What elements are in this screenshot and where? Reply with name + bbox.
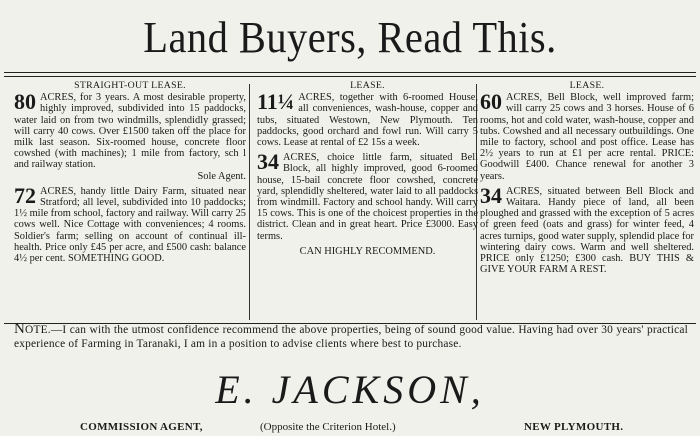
listing-signoff: Sole Agent. (197, 170, 246, 182)
listing-60-acres (480, 89, 694, 182)
listing-34-acres-bell-block (257, 149, 478, 242)
agent-address: (Opposite the Criterion Hotel.) (260, 421, 396, 433)
listing-acre-number: 72 (14, 182, 36, 208)
listing-text: ACRES, choice little farm, situated Bell Block, all highly improved, good 6-roomed house, 15-bail concrete floor cowshed, concrete yard, splendidly sheltered, water laid to all paddocks from windmill. Factory and school handy. Will carry 15 cows. This is one of the choicest properties in the district. Clean and in great heart. Price £3000. Easy terms. (257, 152, 478, 242)
top-rule-inner (4, 76, 696, 77)
listing-acre-number: 34 (257, 149, 279, 175)
listing-34-acres-waitara (480, 182, 694, 276)
listing-acre-number: 11¼ (257, 89, 295, 115)
column-heading: LEASE. (350, 80, 385, 91)
agent-name: E. JACKSON, (215, 367, 485, 412)
agent-town: NEW PLYMOUTH. (524, 421, 624, 433)
column-middle (257, 80, 478, 323)
listing-text: ACRES, for 3 years. A most desirable property, highly improved, subdivided into 15 paddocks, water laid on from two windmills, splendidly grassed; will carry 40 cows. Over £1500 taken off the place for milk last season. Six-roomed house, concrete floor cowshed (with machines); 1 mile from factory, sch l and railway station. (14, 92, 246, 171)
listing-11-acres (257, 89, 478, 149)
note-initial: N (14, 321, 26, 337)
top-rule (4, 72, 696, 73)
listing-text: ACRES, handy little Dairy Farm, situated near Stratford; all level, subdivided into 10 paddocks; 1½ mile from school, factory and railway. Will carry 25 cows well. Nice Cottage with conveniences; 4 rooms. Soldier's farm; selling on account of continual ill-health. Price only £45 per acre, and £500 cash: balance 4½ per cent. SOMETHING GOOD. (14, 185, 246, 265)
listing-acre-number: 60 (480, 89, 502, 115)
note-text: OTE.—I can with the utmost confidence recommend the above properties, being of sound good value. Having had over 30 years' practical experience of Farming in Taranaki, I am in a position to advise clients where best to purchase. (14, 324, 688, 350)
listing-text: ACRES, together with 6-roomed House, all conveniences, wash-house, copper and tubs, situated Westown, New Plymouth. Ten paddocks, good orchard and fowl run. Will carry 5 cows. Lease at rental of £2 15s a week. (257, 92, 478, 149)
listing-text: ACRES, situated between Bell Block and Waitara. Handy piece of land, all been ploughed and grassed with the exception of 5 acres of green feed (oats and grass) for winter feed, 4 acres turnips, good water supply, splendid place for wintering dairy cows. Warm and well sheltered. PRICE only £1250; £300 cash. BUY THIS & GIVE YOUR FARM A REST. (480, 185, 694, 276)
listing-acre-number: 34 (480, 182, 502, 208)
column-heading: LEASE. (569, 80, 605, 91)
column-right (480, 80, 694, 323)
listing-text: ACRES, Bell Block, well improved farm; will carry 25 cows and 3 horses. House of 6 rooms, hot and cold water, wash-house, copper and tubs. Cowshed and all necessary outbuildings. One mile to factory, school and post office. Lease has 2½ years to run at £1 per acre rental. PRICE: Goodwill £400. Chance renewal for another 3 years. (480, 92, 694, 182)
column-left (14, 80, 246, 323)
listing-acre-number: 80 (14, 89, 36, 115)
column-heading: STRAIGHT-OUT LEASE. (74, 80, 186, 91)
headline: Land Buyers, Read This. (143, 13, 557, 62)
listing-columns (6, 80, 694, 323)
recommendation-line: CAN HIGHLY RECOMMEND. (299, 245, 436, 257)
agent-title: COMMISSION AGENT, (80, 421, 203, 433)
listing-80-acres (14, 89, 246, 182)
agent-note (14, 323, 688, 351)
listing-72-acres (14, 182, 246, 265)
